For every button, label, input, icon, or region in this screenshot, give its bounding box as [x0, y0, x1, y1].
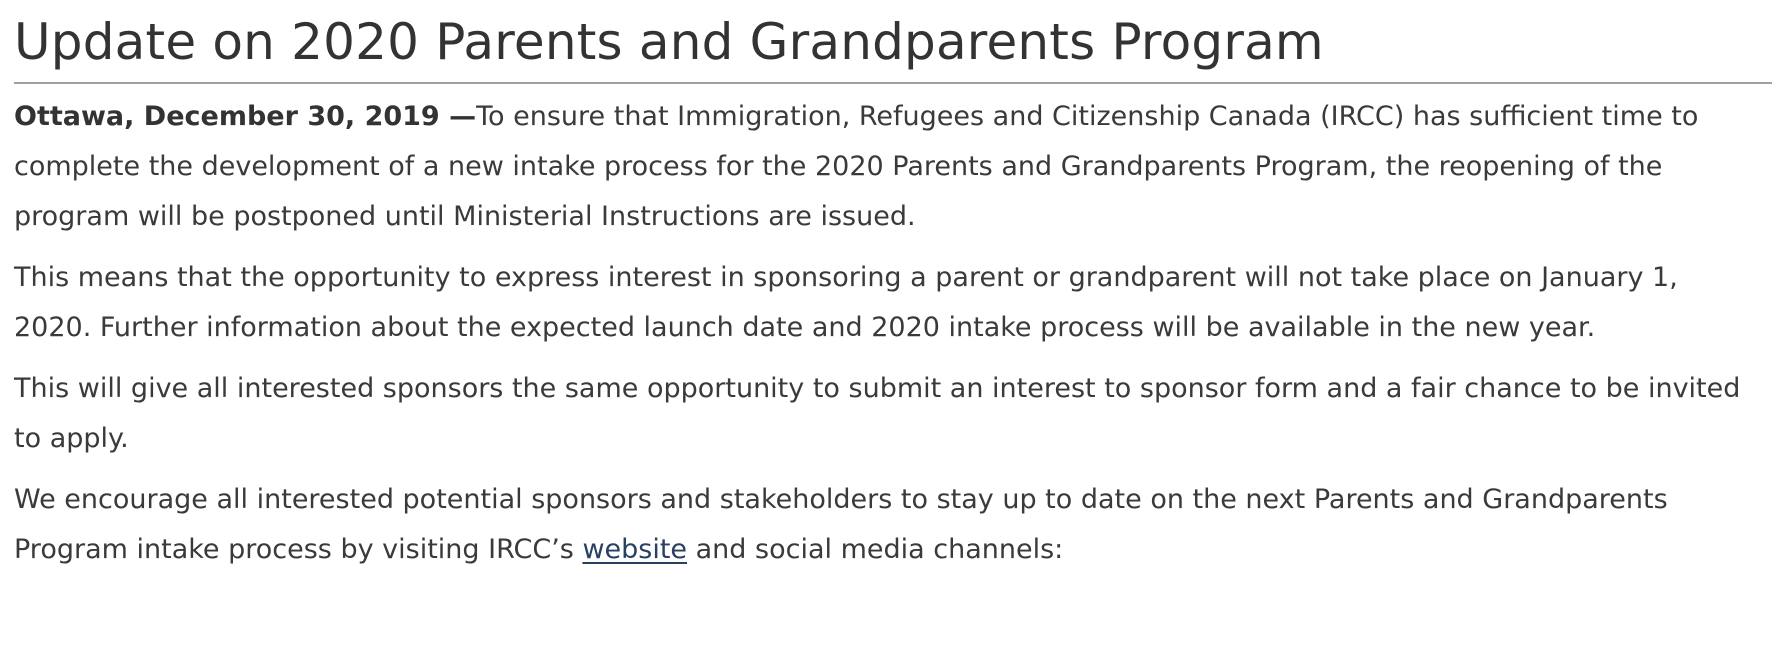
- paragraph-opportunity: This will give all interested sponsors the same opportunity to submit an interest to sponsor form and a fair chance to be invited to apply.: [14, 373, 1741, 454]
- title-divider: [14, 82, 1772, 84]
- paragraph-intro: [14, 92, 1759, 242]
- encourage-text-end: and social media channels:: [687, 534, 1064, 565]
- paragraph-encourage: [14, 475, 1759, 575]
- dateline: Ottawa, December 30, 2019: [14, 101, 440, 132]
- encourage-text: We encourage all interested potential sponsors and stakeholders to stay up to date on the next Parents and Grandparents Program intake process by visiting IRCC’s: [14, 484, 1668, 565]
- website-link[interactable]: website: [582, 534, 688, 565]
- intro-text: To ensure that Immigration, Refugees and Citizenship Canada (IRCC) has sufficient time to complete the development of a new intake process for the 2020 Parents and Grandparents Program, the reopening of the program will be postponed until Ministerial Instructions are issued.: [14, 101, 1699, 232]
- page-title: Update on 2020 Parents and Grandparents Program: [14, 13, 1324, 71]
- paragraph-means: This means that the opportunity to express interest in sponsoring a parent or grandparent will not take place on January 1, 2020. Further information about the expected launch date and 2020 intake process will be available in the new year.: [14, 262, 1678, 343]
- dateline-dash: —: [439, 101, 477, 132]
